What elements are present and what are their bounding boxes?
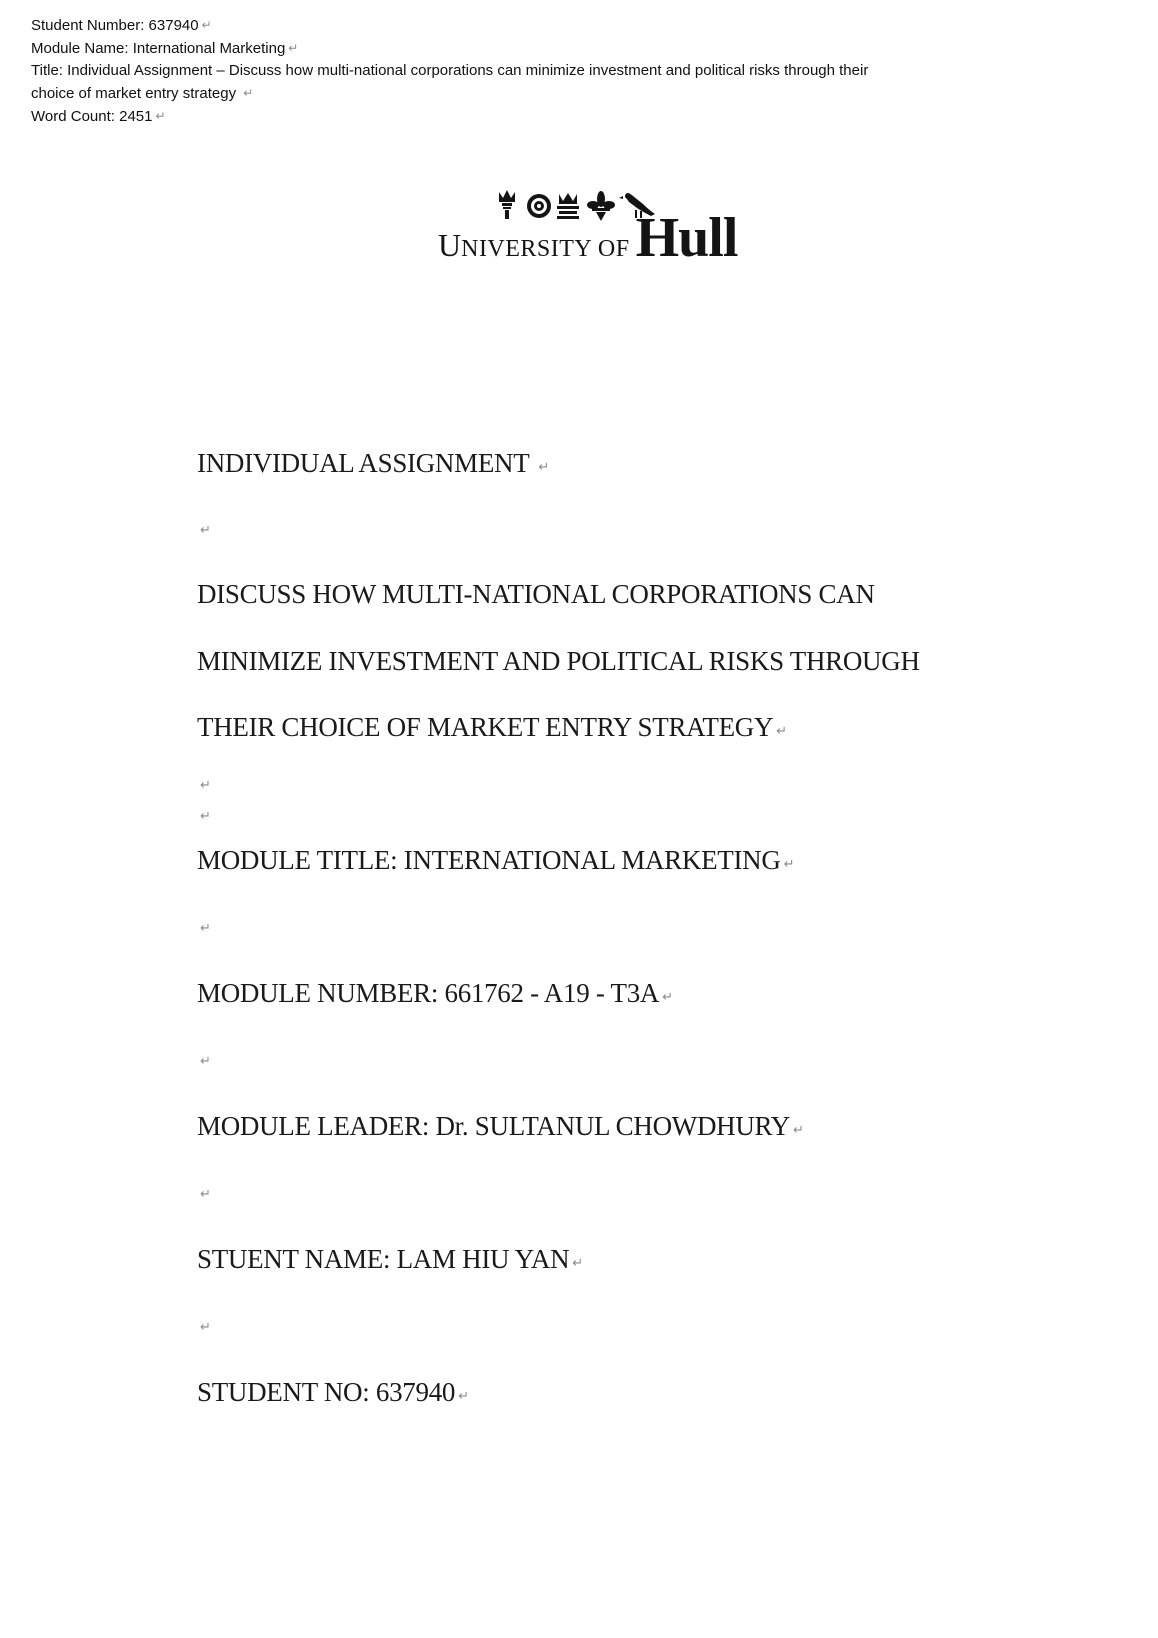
- paragraph-mark-icon: ↵: [200, 1053, 211, 1068]
- header-module-name: Module Name: International Marketing ↵: [31, 40, 299, 57]
- module-leader: MODULE LEADER: Dr. SULTANUL CHOWDHURY ↵: [197, 1111, 804, 1141]
- paragraph-mark-icon: ↵: [792, 1122, 804, 1137]
- logo-wordmark: UNIVERSITY OF Hull: [438, 207, 738, 269]
- module-number: MODULE NUMBER: 661762 - A19 - T3A ↵: [197, 978, 673, 1008]
- header-title-line-2: choice of market entry strategy ↵: [31, 85, 254, 102]
- student-no: STUDENT NO: 637940 ↵: [197, 1377, 469, 1407]
- paragraph-mark-icon: ↵: [200, 1186, 211, 1201]
- module-title: MODULE TITLE: INTERNATIONAL MARKETING ↵: [197, 845, 795, 875]
- paragraph-mark-icon: ↵: [458, 1388, 469, 1403]
- header-student-number: Student Number: 637940 ↵: [31, 17, 212, 34]
- paragraph-mark-icon: ↵: [200, 1319, 211, 1334]
- paragraph-mark-icon: ↵: [572, 1255, 583, 1270]
- header-block: [31, 14, 991, 128]
- header-title-line-1: Title: Individual Assignment – Discuss how multi-national corporations can minimize investment and political risks through their: [31, 62, 869, 79]
- paragraph-mark-icon: ↵: [200, 808, 211, 823]
- university-logo: [438, 188, 798, 268]
- paragraph-mark-icon: ↵: [200, 777, 211, 792]
- paragraph-mark-icon: ↵: [288, 41, 299, 55]
- paragraph-mark-icon: ↵: [783, 856, 795, 871]
- paragraph-mark-icon: ↵: [201, 18, 212, 32]
- header-word-count: Word Count: 2451 ↵: [31, 108, 166, 125]
- student-name: STUENT NAME: LAM HIU YAN ↵: [197, 1244, 583, 1274]
- question-line-1: DISCUSS HOW MULTI-NATIONAL CORPORATIONS CAN: [197, 579, 875, 609]
- paragraph-mark-icon: ↵: [200, 522, 211, 537]
- paragraph-mark-icon: ↵: [538, 459, 549, 474]
- assignment-type: INDIVIDUAL ASSIGNMENT ↵: [197, 448, 549, 478]
- paragraph-mark-icon: ↵: [200, 920, 211, 935]
- paragraph-mark-icon: ↵: [155, 109, 166, 123]
- question-line-3: THEIR CHOICE OF MARKET ENTRY STRATEGY ↵: [197, 712, 787, 742]
- paragraph-mark-icon: ↵: [243, 86, 254, 100]
- question-line-2: MINIMIZE INVESTMENT AND POLITICAL RISKS THROUGH: [197, 646, 920, 676]
- paragraph-mark-icon: ↵: [662, 989, 673, 1004]
- paragraph-mark-icon: ↵: [776, 723, 787, 738]
